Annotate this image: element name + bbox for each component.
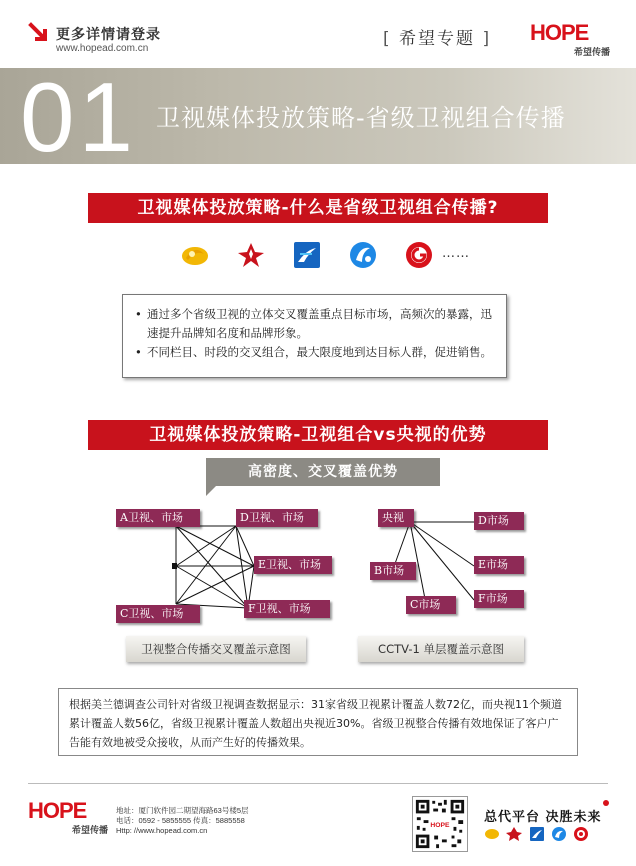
jiangxi-tv-icon	[236, 240, 266, 270]
contact-info	[116, 806, 249, 836]
section1-heading: 卫视媒体投放策略-什么是省级卫视组合传播?	[88, 193, 548, 223]
arrow-down-right-icon	[28, 22, 50, 44]
channel-logo-row	[180, 240, 500, 272]
node-e-market: E市场	[474, 556, 524, 574]
decorative-dot	[603, 800, 609, 806]
jiangsu-tv-mini-icon	[552, 827, 566, 841]
more-channels-ellipsis: ……	[442, 246, 470, 261]
logo-subtitle: 希望传播	[573, 48, 610, 58]
zhejiang-tv-icon	[292, 240, 322, 270]
node-a-channel: A卫视、市场	[116, 509, 200, 527]
node-cctv: 央视	[378, 509, 414, 527]
bullet-item: • 不同栏目、时段的交叉组合，最大限度地到达目标人群，促进销售。	[133, 343, 496, 362]
footer-divider	[28, 783, 608, 784]
definition-box	[122, 294, 507, 378]
hope-logo	[530, 22, 610, 56]
subheading-pointer	[206, 486, 216, 496]
jiangsu-tv-icon	[348, 240, 378, 270]
guangdong-tv-mini-icon	[574, 827, 588, 841]
address-line: 地址：厦门软件园二期望海路63号楼5层	[116, 806, 249, 815]
zhejiang-tv-mini-icon	[530, 827, 544, 841]
topic-tag	[383, 24, 491, 49]
footer-slogan: 总代平台 决胜未来	[484, 810, 602, 825]
title-banner	[0, 68, 636, 164]
guangdong-tv-icon	[404, 240, 434, 270]
section2-heading: 卫视媒体投放策略-卫视组合vs央视的优势	[88, 420, 548, 450]
node-e-channel: E卫视、市场	[254, 556, 332, 574]
page-header	[0, 0, 636, 68]
node-d-channel: D卫视、市场	[236, 509, 318, 527]
left-diagram-caption: 卫视整合传播交叉覆盖示意图	[126, 636, 306, 662]
node-f-channel: F卫视、市场	[244, 600, 330, 618]
web-line[interactable]: Http: //www.hopead.com.cn	[116, 826, 208, 835]
node-f-market: F市场	[474, 590, 524, 608]
node-c-market: C市场	[406, 596, 456, 614]
footer-logo-wordmark: HOPE	[28, 798, 87, 823]
jiangxi-tv-mini-icon	[506, 827, 522, 841]
chapter-number: 01	[20, 68, 138, 164]
logo-wordmark: HOPE	[530, 20, 589, 45]
advantage-subheading: 高密度、交叉覆盖优势	[206, 458, 440, 486]
hunan-tv-mini-icon	[485, 829, 499, 839]
login-prompt[interactable]: 更多详情请登录	[56, 27, 161, 43]
website-link[interactable]: www.hopead.com.cn	[56, 43, 149, 54]
footer-hope-logo	[28, 800, 108, 834]
phone-line: 电话：0592 - 5855555 传真：5885558	[116, 816, 245, 825]
topic-bracket-left: [	[383, 29, 392, 49]
summary-text: 根据美兰德调查公司针对省级卫视调查数据显示：31家省级卫视累计覆盖人数72亿，而央视11个频道累计覆盖人数56亿，省级卫视累计覆盖人数超出央视近30%。省级卫视整合传播有效地保证了客户广告能有效地被受众接收，从而产生好的传播效果。	[58, 688, 578, 756]
node-b-market: B市场	[370, 562, 416, 580]
node-d-market: D市场	[474, 512, 524, 530]
chapter-title: 卫视媒体投放策略-省级卫视组合传播	[156, 104, 566, 132]
hunan-tv-icon	[180, 240, 210, 270]
svg-text:HOPE: HOPE	[430, 821, 450, 829]
qr-code-icon[interactable]	[412, 796, 468, 852]
right-diagram-caption: CCTV-1 单层覆盖示意图	[358, 636, 524, 662]
node-c-channel: C卫视、市场	[116, 605, 200, 623]
topic-label: 希望专题	[399, 29, 476, 49]
footer-logo-subtitle: 希望传播	[71, 826, 108, 836]
bullet-item: • 通过多个省级卫视的立体交叉覆盖重点目标市场，高频次的暴露，迅速提升品牌知名度和品牌形象。	[133, 305, 496, 343]
footer-channel-logos	[484, 826, 604, 842]
topic-bracket-right: ]	[482, 29, 492, 49]
